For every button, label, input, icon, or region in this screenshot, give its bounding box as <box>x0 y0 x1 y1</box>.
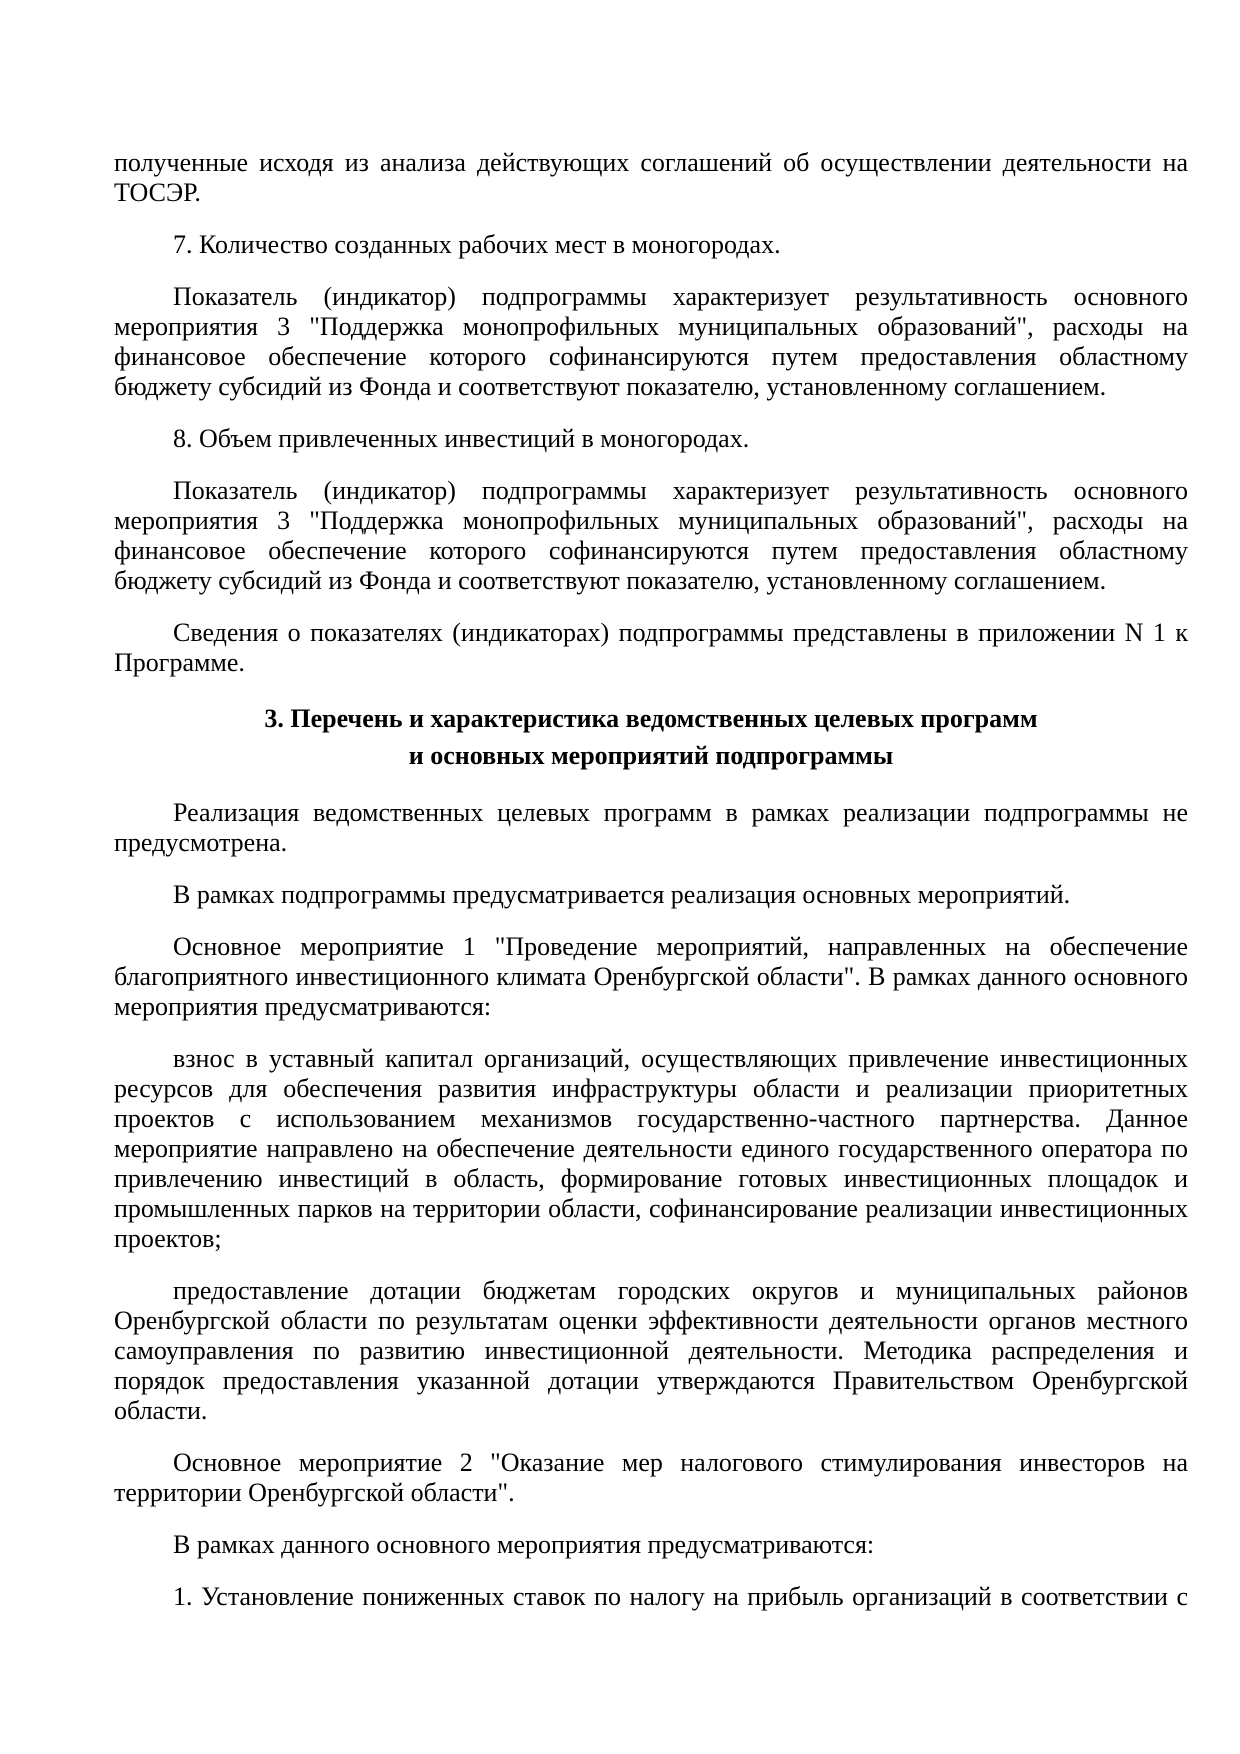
paragraph-reduced-tax-rates: 1. Установление пониженных ставок по налогу на прибыль организаций в соответствии с <box>173 1582 1188 1611</box>
paragraph-measure-2-intro: В рамках данного основного мероприятия предусматриваются: <box>173 1530 875 1559</box>
paragraph-indicator-7-description: Показатель (индикатор) подпрограммы характеризует результативность основного мероприятия 3 "Поддержка монопрофильных муниципальных образований", расходы на финансовое обеспечение которого софинансируются путем предоставления областному бюджету субсидий из Фонда и соответствуют показателю, установленному соглашением. <box>114 282 1188 401</box>
paragraph-main-measure-2: Основное мероприятие 2 "Оказание мер налогового стимулирования инвесторов на территории Оренбургской области". <box>114 1448 1188 1507</box>
section-heading <box>114 700 1188 774</box>
paragraph-main-measure-1: Основное мероприятие 1 "Проведение мероприятий, направленных на обеспечение благоприятного инвестиционного климата Оренбургской области". В рамках данного основного мероприятия предусматриваются: <box>114 932 1188 1021</box>
section-heading-line2: и основных мероприятий подпрограммы <box>408 741 894 770</box>
paragraph-grants-to-budgets: предоставление дотации бюджетам городских округов и муниципальных районов Оренбургской области по результатам оценки эффективности деятельности органов местного самоуправления по развитию инвестиционной деятельности. Методика распределения и порядок предоставления указанной дотации утверждаются Правительством Оренбургской области. <box>114 1276 1188 1425</box>
paragraph-continuation: полученные исходя из анализа действующих соглашений об осуществлении деятельности на ТОСЭР. <box>114 148 1188 207</box>
paragraph-main-measures-intro: В рамках подпрограммы предусматривается реализация основных мероприятий. <box>173 880 1071 909</box>
paragraph-indicator-7: 7. Количество созданных рабочих мест в моногородах. <box>173 230 781 259</box>
paragraph-appendix-reference: Сведения о показателях (индикаторах) подпрограммы представлены в приложении N 1 к Программе. <box>114 618 1188 677</box>
section-heading-line1: 3. Перечень и характеристика ведомственных целевых программ <box>264 704 1038 733</box>
paragraph-indicator-8: 8. Объем привлеченных инвестиций в моногородах. <box>173 424 750 453</box>
paragraph-vtsp-not-planned: Реализация ведомственных целевых программ в рамках реализации подпрограммы не предусмотрена. <box>114 798 1188 857</box>
paragraph-charter-capital-contribution: взнос в уставный капитал организаций, осуществляющих привлечение инвестиционных ресурсов для обеспечения развития инфраструктуры области и реализации приоритетных проектов с использованием механизмов государственно-частного партнерства. Данное мероприятие направлено на обеспечение деятельности единого государственного оператора по привлечению инвестиций в область, формирование готовых инвестиционных площадок и промышленных парков на территории области, софинансирование реализации инвестиционных проектов; <box>114 1044 1188 1253</box>
paragraph-indicator-8-description: Показатель (индикатор) подпрограммы характеризует результативность основного мероприятия 3 "Поддержка монопрофильных муниципальных образований", расходы на финансовое обеспечение которого софинансируются путем предоставления областному бюджету субсидий из Фонда и соответствуют показателю, установленному соглашением. <box>114 476 1188 595</box>
